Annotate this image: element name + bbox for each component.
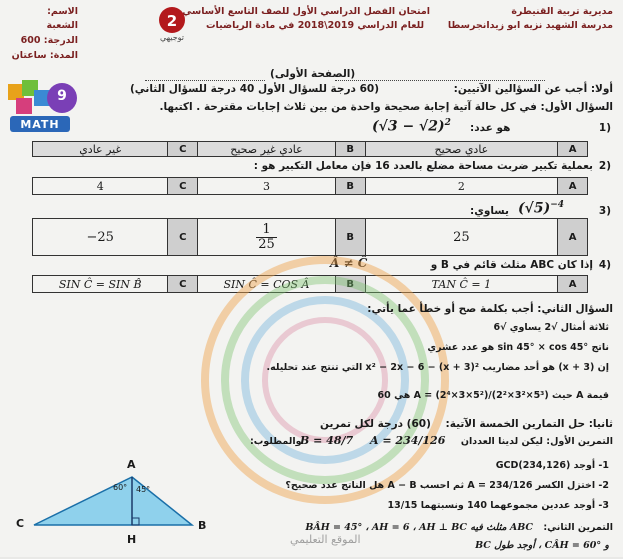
q1-2-number: 2) (598, 160, 611, 172)
q1-4-option-a: TAN Ĉ = 1 (365, 276, 558, 293)
section2-marks: (60) درجة لكل تمرين (320, 418, 431, 430)
ex1-item-2: 2- اختزل الكسر A = 234/126 ثم احسب A − B هل الناتج عدد صحيح؟ (285, 480, 609, 491)
q1-3-option-b-denominator: 25 (258, 236, 275, 252)
q1-4-options (32, 275, 588, 293)
ex2-text: ABC مثلث فيه BÂH = 45° ، AH = 6 ، AH ⊥ BC (305, 522, 533, 533)
letter-b: B (335, 178, 365, 195)
angle-45: 45° (136, 485, 151, 494)
q2-title: السؤال الثاني: أجب بكلمة صح أو خطأ عما يأتي: (367, 303, 613, 315)
vertex-c: C (16, 517, 25, 530)
exam-year: للعام الدراسي 2019\2018 في مادة الرياضيات (205, 20, 425, 31)
ex2-text-2: و CÂH = 60° ، أوجد طول BC (475, 540, 609, 551)
q1-1-expression (372, 118, 451, 135)
q1-3-expression (518, 200, 564, 217)
q1-1-exponent: 2 (444, 118, 451, 128)
q1-1-option-b: عادي غير صحيح (198, 142, 336, 157)
angle-60: 60° (113, 483, 128, 492)
q1-4-text: إذا كان ABC مثلث قائم في B و (430, 259, 593, 271)
q1-1-option-c: غير عادي (33, 142, 168, 157)
q2-item-2: ناتج sin 45° × cos 45° هو عدد عشري (427, 342, 609, 353)
division-label: الشعبة (46, 20, 78, 31)
duration-label: المدة: ساعتان (11, 50, 78, 61)
section1-title: أولا: أجب عن السؤالين الآتيين: (453, 83, 613, 95)
q1-title: السؤال الأول: في كل حالة آتية إجابة صحيحة واحدة من بين ثلاث إجابات مقترحة . اكتبها. (159, 101, 613, 113)
letter-c: C (168, 178, 198, 195)
q1-4-option-b: SIN Ĉ = COS Â (198, 276, 336, 293)
q1-3-option-b (198, 219, 336, 256)
q1-2-text: بعملية تكبير ضربت مساحة مضلع بالعدد 16 فإن معامل التكبير هو : (253, 160, 593, 172)
q1-3-option-a: 25 (365, 219, 558, 256)
q2-item-4: قيمة A حيث A = (2⁴×3×5²)/(2²×3²×5³) هي 60 (377, 390, 609, 401)
letter-b: B (335, 142, 365, 157)
dotted-rule-left (145, 80, 265, 81)
q1-2-option-a: 2 (365, 178, 558, 195)
vertex-h: H (127, 533, 137, 546)
ex2-title: التمرين الثاني: (543, 522, 613, 533)
letter-a: A (558, 219, 588, 256)
q1-1-options (32, 141, 588, 157)
logo-text: توجيهي (159, 33, 185, 42)
q1-3-text: يساوي: (470, 205, 509, 217)
q1-1-text: هو عدد: (470, 122, 511, 134)
watermark-text: الموقع التعليمي (290, 533, 361, 546)
svg-text:2: 2 (166, 12, 178, 30)
q1-2-option-c: 4 (33, 178, 168, 195)
q1-1-option-a: عادي صحيح (365, 142, 558, 157)
math-badge (4, 76, 82, 142)
letter-c: C (168, 219, 198, 256)
letter-a: A (558, 142, 588, 157)
q1-3-base: (√5) (518, 200, 551, 217)
exam-title: امتحان الفصل الدراسي الأول للصف التاسع الأساسي (182, 6, 430, 17)
name-label: الاسم: (47, 6, 78, 17)
ex1-item-3: 3- أوجد عددين مجموعهما 140 ونسبتهما 13/15 (387, 500, 609, 511)
q2-item-3: إن (x + 3) هو أحد مضاريب x² − 2x − 6 − (x + 3)² التي تنتج عند تحليله. (266, 362, 609, 373)
q1-1-base: (√3 − √2) (372, 118, 445, 135)
ex1-required: والمطلوب: (250, 436, 302, 447)
q1-3-option-b-numerator: 1 (256, 223, 277, 238)
q1-3-exponent: −4 (550, 200, 565, 210)
q1-4-condition: Â ≠ Ĉ (330, 256, 368, 270)
q1-2-option-b: 3 (198, 178, 336, 195)
badge-text: MATH (20, 118, 60, 131)
ex1-a: A = 234/126 (370, 434, 446, 447)
school-name: مدرسة الشهيد نزيه ابو زيدانجرسطا (447, 20, 613, 31)
q1-4-number: 4) (598, 259, 611, 271)
letter-a: A (558, 178, 588, 195)
q1-1-number: 1) (598, 122, 611, 134)
ex1-b: B = 48/7 (300, 434, 354, 447)
page-label: (الصفحة الأولى) (270, 68, 356, 80)
q1-4-option-c: SIN Ĉ = SIN B̂ (33, 276, 168, 293)
badge-number: 9 (57, 88, 67, 104)
q1-3-options (32, 218, 588, 256)
letter-c: C (168, 142, 198, 157)
ex1-item-1: 1- أوجد GCD(234,126) (495, 460, 609, 471)
triangle-figure (14, 455, 214, 555)
vertex-a: A (127, 458, 136, 471)
letter-b: B (335, 276, 365, 293)
grade-label: الدرجة: 600 (20, 35, 78, 46)
directorate-label: مديرية تربية القنيطرة (511, 6, 613, 17)
letter-b: B (335, 219, 365, 256)
letter-c: C (168, 276, 198, 293)
q1-3-number: 3) (598, 205, 611, 217)
q1-3-option-c: −25 (33, 219, 168, 256)
section2-title: ثانيا: حل التمارين الخمسة الآتية: (445, 418, 613, 430)
dotted-rule-right (335, 80, 545, 81)
site-logo (152, 5, 192, 43)
q1-2-options (32, 177, 588, 195)
ex1-title: التمرين الأول: ليكن لدينا العددان (460, 436, 613, 447)
section1-marks: (60 درجة للسؤال الأول 40 درجة للسؤال الثاني) (130, 83, 380, 95)
letter-a: A (558, 276, 588, 293)
vertex-b: B (198, 519, 207, 532)
q2-item-1: ثلاثة أمثال √2 يساوي √6 (493, 322, 609, 333)
